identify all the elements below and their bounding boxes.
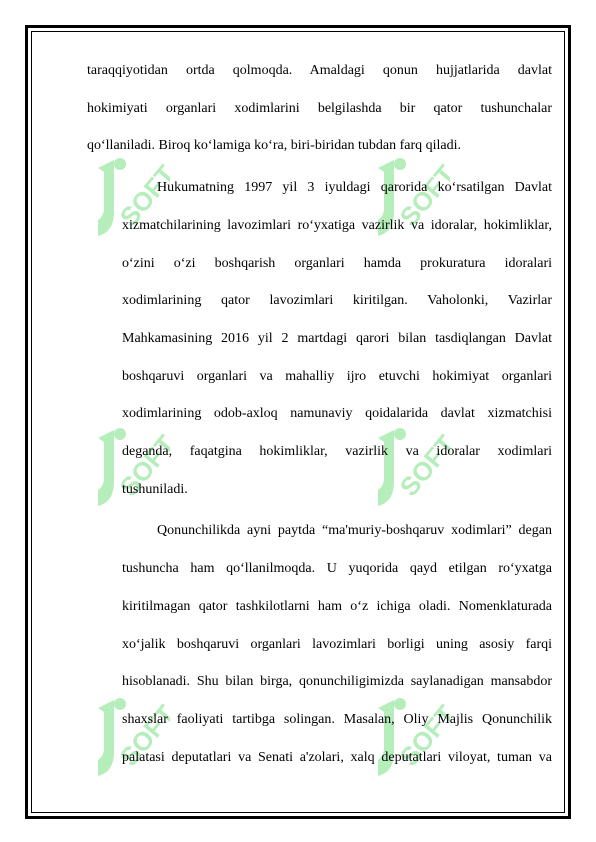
text-line: Mahkamasining 2016 yil 2 martdagi qarori bilan tasdiqlangan Davlat (122, 330, 552, 346)
text-line: Qonunchilikda ayni paytda “ma'muriy-boshqaruv xodimlari” degan (157, 523, 552, 539)
text-line: xizmatchilarining lavozimlari ro‘yxatiga vazirlik va idoralar, hokimliklar, (122, 217, 552, 233)
text-line: kiritilmagan qator tashkilotlarni ham o‘z ichiga oladi. Nomenklaturada (122, 598, 552, 614)
text-line: palatasi deputatlari va Senati a'zolari, xalq deputatlari viloyat, tuman va (122, 749, 552, 765)
svg-text:SOFT: SOFT (393, 159, 450, 232)
text-line: xodimlarining odob-axloq namunaviy qoidalarida davlat xizmatchisi (122, 406, 552, 422)
svg-text:SOFT: SOFT (113, 699, 170, 772)
svg-text:SOFT: SOFT (113, 429, 170, 502)
paragraph (87, 512, 552, 776)
svg-text:SOFT: SOFT (393, 429, 450, 502)
text-line: Hukumatning 1997 yil 3 iyuldagi qarorida ko‘rsatilgan Davlat (157, 180, 552, 196)
text-line: xodimlarining qator lavozimlari kiritilgan. Vaholonki, Vazirlar (122, 293, 552, 309)
text-line: tushuniladi. (122, 481, 188, 497)
svg-text:SOFT: SOFT (113, 159, 170, 232)
svg-text:SOFT: SOFT (393, 699, 450, 772)
text-line: deganda, faqatgina hokimliklar, vazirlik va idoralar xodimlari (122, 444, 552, 460)
text-line: hokimiyati organlari xodimlarini belgilashda bir qator tushunchalar (87, 100, 552, 116)
text-line: o‘zini o‘zi boshqarish organlari hamda prokuratura idoralari (122, 255, 552, 271)
text-line: boshqaruvi organlari va mahalliy ijro etuvchi hokimiyat organlari (122, 368, 552, 384)
text-line: qo‘llaniladi. Biroq ko‘lamiga ko‘ra, biri-biridan tubdan farq qiladi. (87, 138, 462, 154)
text-line: shaxslar faoliyati tartibga solingan. Masalan, Oliy Majlis Qonunchilik (122, 711, 552, 727)
text-line: taraqqiyotidan ortda qolmoqda. Amaldagi qonun hujjatlarida davlat (87, 63, 552, 78)
text-line: tushuncha ham qo‘llanilmoqda. U yuqorida qayd etilgan ro‘yxatga (122, 561, 552, 577)
text-line: hisoblanadi. Shu bilan birga, qonunchiligimizda saylanadigan mansabdor (122, 674, 552, 690)
paragraph (87, 52, 552, 165)
paragraph (87, 169, 552, 508)
text-line: xo‘jalik boshqaruvi organlari lavozimlari borligi uning asosiy farqi (122, 636, 552, 652)
document-body (87, 52, 552, 776)
